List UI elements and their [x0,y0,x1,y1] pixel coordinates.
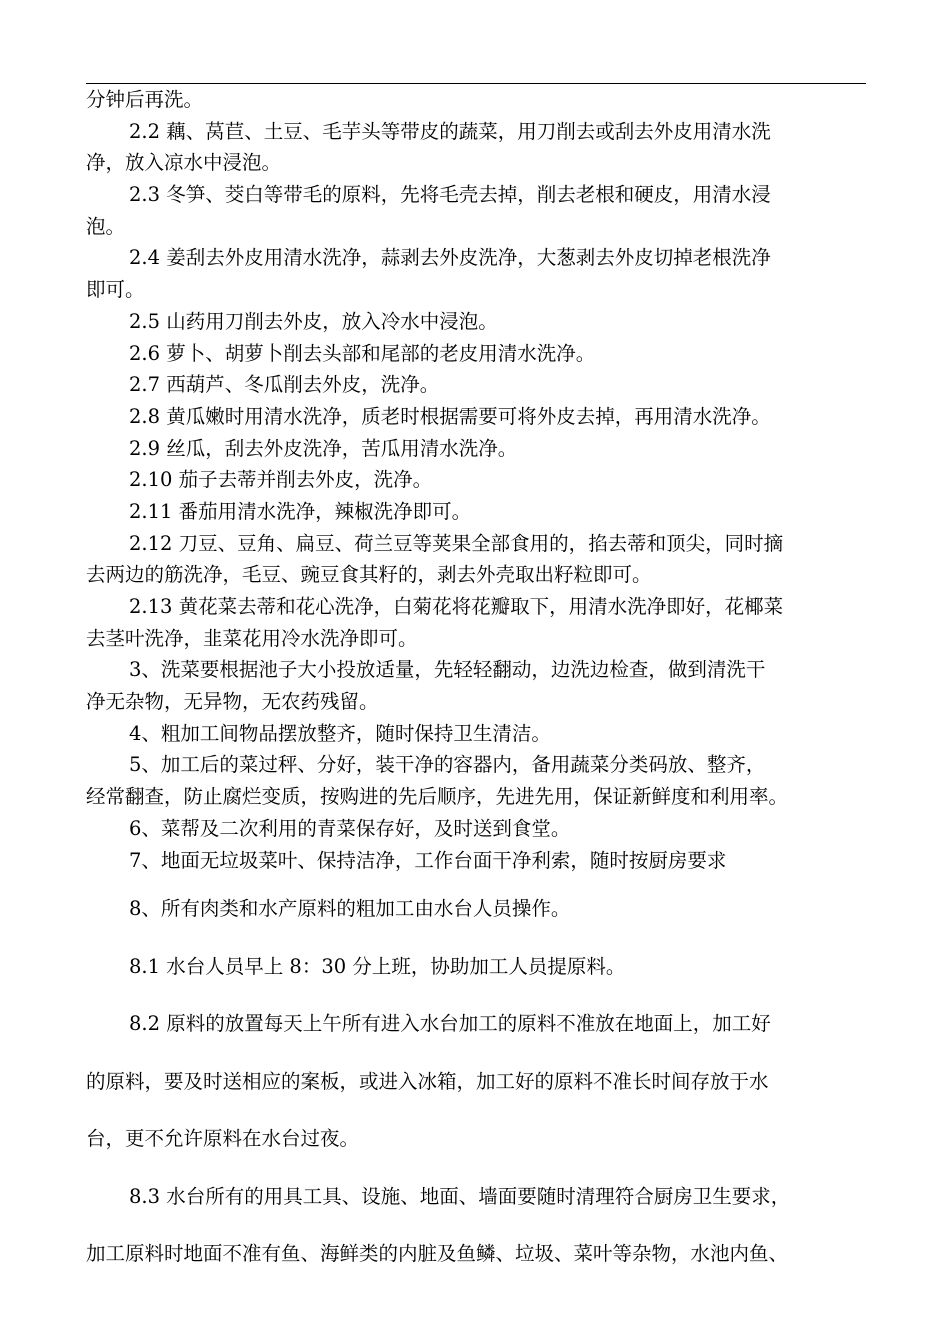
text-line-2: 2.2 藕、莴苣、土豆、毛芋头等带皮的蔬菜，用刀削去或刮去外皮用清水洗 [129,119,771,143]
text-line-11: 2.8 黄瓜嫩时用清水洗净，质老时根据需要可将外皮去掉，再用清水洗净。 [129,404,771,428]
text-line-15: 2.12 刀豆、豆角、扁豆、荷兰豆等荚果全部食用的，掐去蒂和顶尖，同时摘 [129,531,784,555]
text-line-26: 8、所有肉类和水产原料的粗加工由水台人员操作。 [129,897,571,921]
text-line-19: 3、洗菜要根据池子大小投放适量，先轻轻翻动，边洗边检查，做到清洗干 [129,658,766,682]
text-line-1: 分钟后再洗。 [86,88,204,111]
text-line-5: 泡。 [86,214,126,238]
text-line-17: 2.13 黄花菜去蒂和花心洗净，白菊花将花瓣取下，用清水洗净即好，花椰菜 [129,595,784,618]
text-line-23: 经常翻查，防止腐烂变质，按购进的先后顺序，先进先用，保证新鲜度和利用率。 [86,785,789,809]
text-line-27: 8.1 水台人员早上 8：30 分上班，协助加工人员提原料。 [129,954,626,978]
text-line-20: 净无杂物，无异物，无农药残留。 [86,690,379,714]
text-line-16: 去两边的筋洗净，毛豆、豌豆食其籽的，剥去外壳取出籽粒即可。 [86,563,652,587]
text-line-14: 2.11 番茄用清水洗净，辣椒洗净即可。 [129,499,472,523]
document-body [86,84,866,1283]
text-line-10: 2.7 西葫芦、冬瓜削去外皮，洗净。 [129,373,440,397]
text-line-3: 净，放入凉水中浸泡。 [86,151,282,175]
text-line-31: 8.3 水台所有的用具工具、设施、地面、墙面要随时清理符合厨房卫生要求， [129,1184,791,1208]
text-line-4: 2.3 冬笋、茭白等带毛的原料，先将毛壳去掉，削去老根和硬皮，用清水浸 [129,183,771,207]
text-line-12: 2.9 丝瓜，刮去外皮洗净，苦瓜用清水洗净。 [129,436,518,460]
text-line-18: 去茎叶洗净，韭菜花用冷水洗净即可。 [86,626,418,650]
text-line-32: 加工原料时地面不准有鱼、海鲜类的内脏及鱼鳞、垃圾、菜叶等杂物，水池内鱼、 [86,1242,789,1266]
text-line-21: 4、粗加工间物品摆放整齐，随时保持卫生清洁。 [129,721,551,745]
text-line-9: 2.6 萝卜、胡萝卜削去头部和尾部的老皮用清水洗净。 [129,341,596,365]
text-line-28: 8.2 原料的放置每天上午所有进入水台加工的原料不准放在地面上，加工好 [129,1012,771,1036]
text-line-8: 2.5 山药用刀削去外皮，放入冷水中浸泡。 [129,309,498,333]
text-line-7: 即可。 [86,278,145,302]
text-line-24: 6、菜帮及二次利用的青菜保存好，及时送到食堂。 [129,816,571,840]
text-line-6: 2.4 姜刮去外皮用清水洗净，蒜剥去外皮洗净，大葱剥去外皮切掉老根洗净 [129,246,771,270]
text-line-29: 的原料，要及时送相应的案板，或进入冰箱，加工好的原料不准长时间存放于水 [86,1069,769,1093]
text-line-13: 2.10 茄子去蒂并削去外皮，洗净。 [129,468,433,492]
text-line-22: 5、加工后的菜过秤、分好，装干净的容器内，备用蔬菜分类码放、整齐， [129,753,766,777]
text-line-25: 7、地面无垃圾菜叶、保持洁净，工作台面干净利索，随时按厨房要求 [129,848,727,872]
text-line-30: 台，更不允许原料在水台过夜。 [86,1127,360,1151]
